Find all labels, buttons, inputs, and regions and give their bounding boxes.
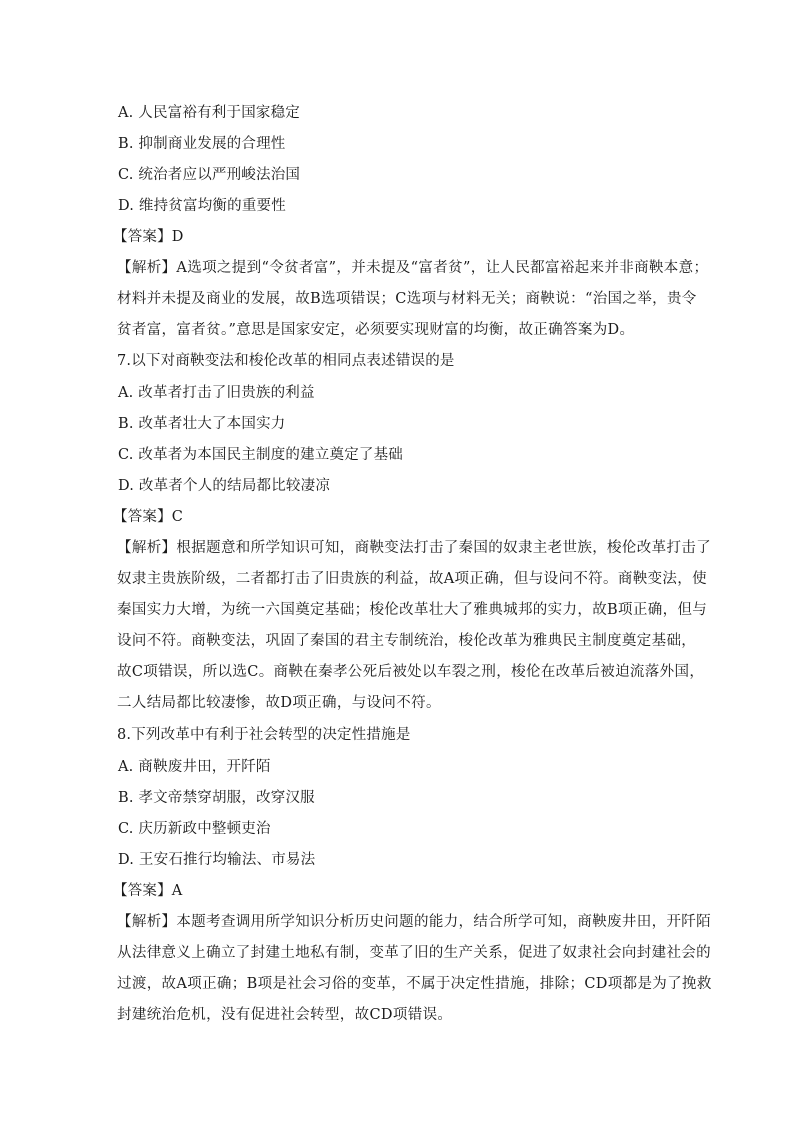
q6-option-c: C. 统治者应以严刑峻法治国 xyxy=(118,167,301,183)
q8-explanation-line: 过渡，故A项正确；B项是社会习俗的变革，不属于决定性措施，排除；CD项都是为了挽救 xyxy=(117,976,712,992)
q6-explanation-line: 【解析】A选项之提到“令贫者富”，并未提及“富者贫”，让人民都富裕起来并非商鞅本意； xyxy=(117,260,709,276)
q8-answer: 【答案】A xyxy=(113,883,183,899)
q6-option-d: D. 维持贫富均衡的重要性 xyxy=(118,198,286,214)
q7-option-a: A. 改革者打击了旧贵族的利益 xyxy=(118,385,315,401)
q7-explanation-line: 奴隶主贵族阶级，二者都打击了旧贵族的利益，故A项正确，但与设问不符。商鞅变法，使 xyxy=(117,571,707,587)
q6-option-a: A. 人民富裕有利于国家稳定 xyxy=(118,105,300,121)
q7-explanation-line: 秦国实力大增，为统一六国奠定基础；梭伦改革壮大了雅典城邦的实力，故B项正确，但与 xyxy=(117,602,708,618)
q7-explanation-line: 二人结局都比较凄惨，故D项正确，与设问不符。 xyxy=(117,695,441,711)
q8-option-b: B. 孝文帝禁穿胡服，改穿汉服 xyxy=(118,790,315,806)
q8-explanation-line: 封建统治危机，没有促进社会转型，故CD项错误。 xyxy=(117,1007,453,1023)
q8-option-d: D. 王安石推行均输法、市易法 xyxy=(118,852,316,868)
q8-explanation-line: 【解析】本题考查调用所学知识分析历史问题的能力，结合所学可知，商鞅废井田，开阡陌 xyxy=(117,914,711,930)
q6-explanation-line: 材料并未提及商业的发展，故B选项错误；C选项与材料无关；商鞅说：“治国之举，贵令 xyxy=(117,291,697,307)
q7-explanation-line: 【解析】根据题意和所学知识可知，商鞅变法打击了秦国的奴隶主老世族，梭伦改革打击了 xyxy=(117,540,711,556)
q6-answer: 【答案】D xyxy=(113,229,184,245)
q8-explanation-line: 从法律意义上确立了封建土地私有制，变革了旧的生产关系，促进了奴隶社会向封建社会的 xyxy=(117,945,711,961)
q8-option-c: C. 庆历新政中整顿吏治 xyxy=(118,821,271,837)
q7-answer: 【答案】C xyxy=(113,509,184,525)
q7-question: 7.以下对商鞅变法和梭伦改革的相同点表述错误的是 xyxy=(117,353,455,369)
q8-option-a: A. 商鞅废井田，开阡陌 xyxy=(118,759,271,775)
q6-explanation-line: 贫者富，富者贫。”意思是国家安定，必须要实现财富的均衡，故正确答案为D。 xyxy=(117,322,635,338)
q6-option-b: B. 抑制商业发展的合理性 xyxy=(118,136,286,152)
q7-option-b: B. 改革者壮大了本国实力 xyxy=(118,416,286,432)
q7-option-d: D. 改革者个人的结局都比较凄凉 xyxy=(118,478,331,494)
q7-explanation-line: 设问不符。商鞅变法，巩固了秦国的君主专制统治，梭伦改革为雅典民主制度奠定基础， xyxy=(117,633,697,649)
q7-option-c: C. 改革者为本国民主制度的建立奠定了基础 xyxy=(118,447,403,463)
q8-question: 8.下列改革中有利于社会转型的决定性措施是 xyxy=(117,727,411,743)
q7-explanation-line: 故C项错误，所以选C。商鞅在秦孝公死后被处以车裂之刑，梭伦在改革后被迫流落外国， xyxy=(117,664,705,680)
